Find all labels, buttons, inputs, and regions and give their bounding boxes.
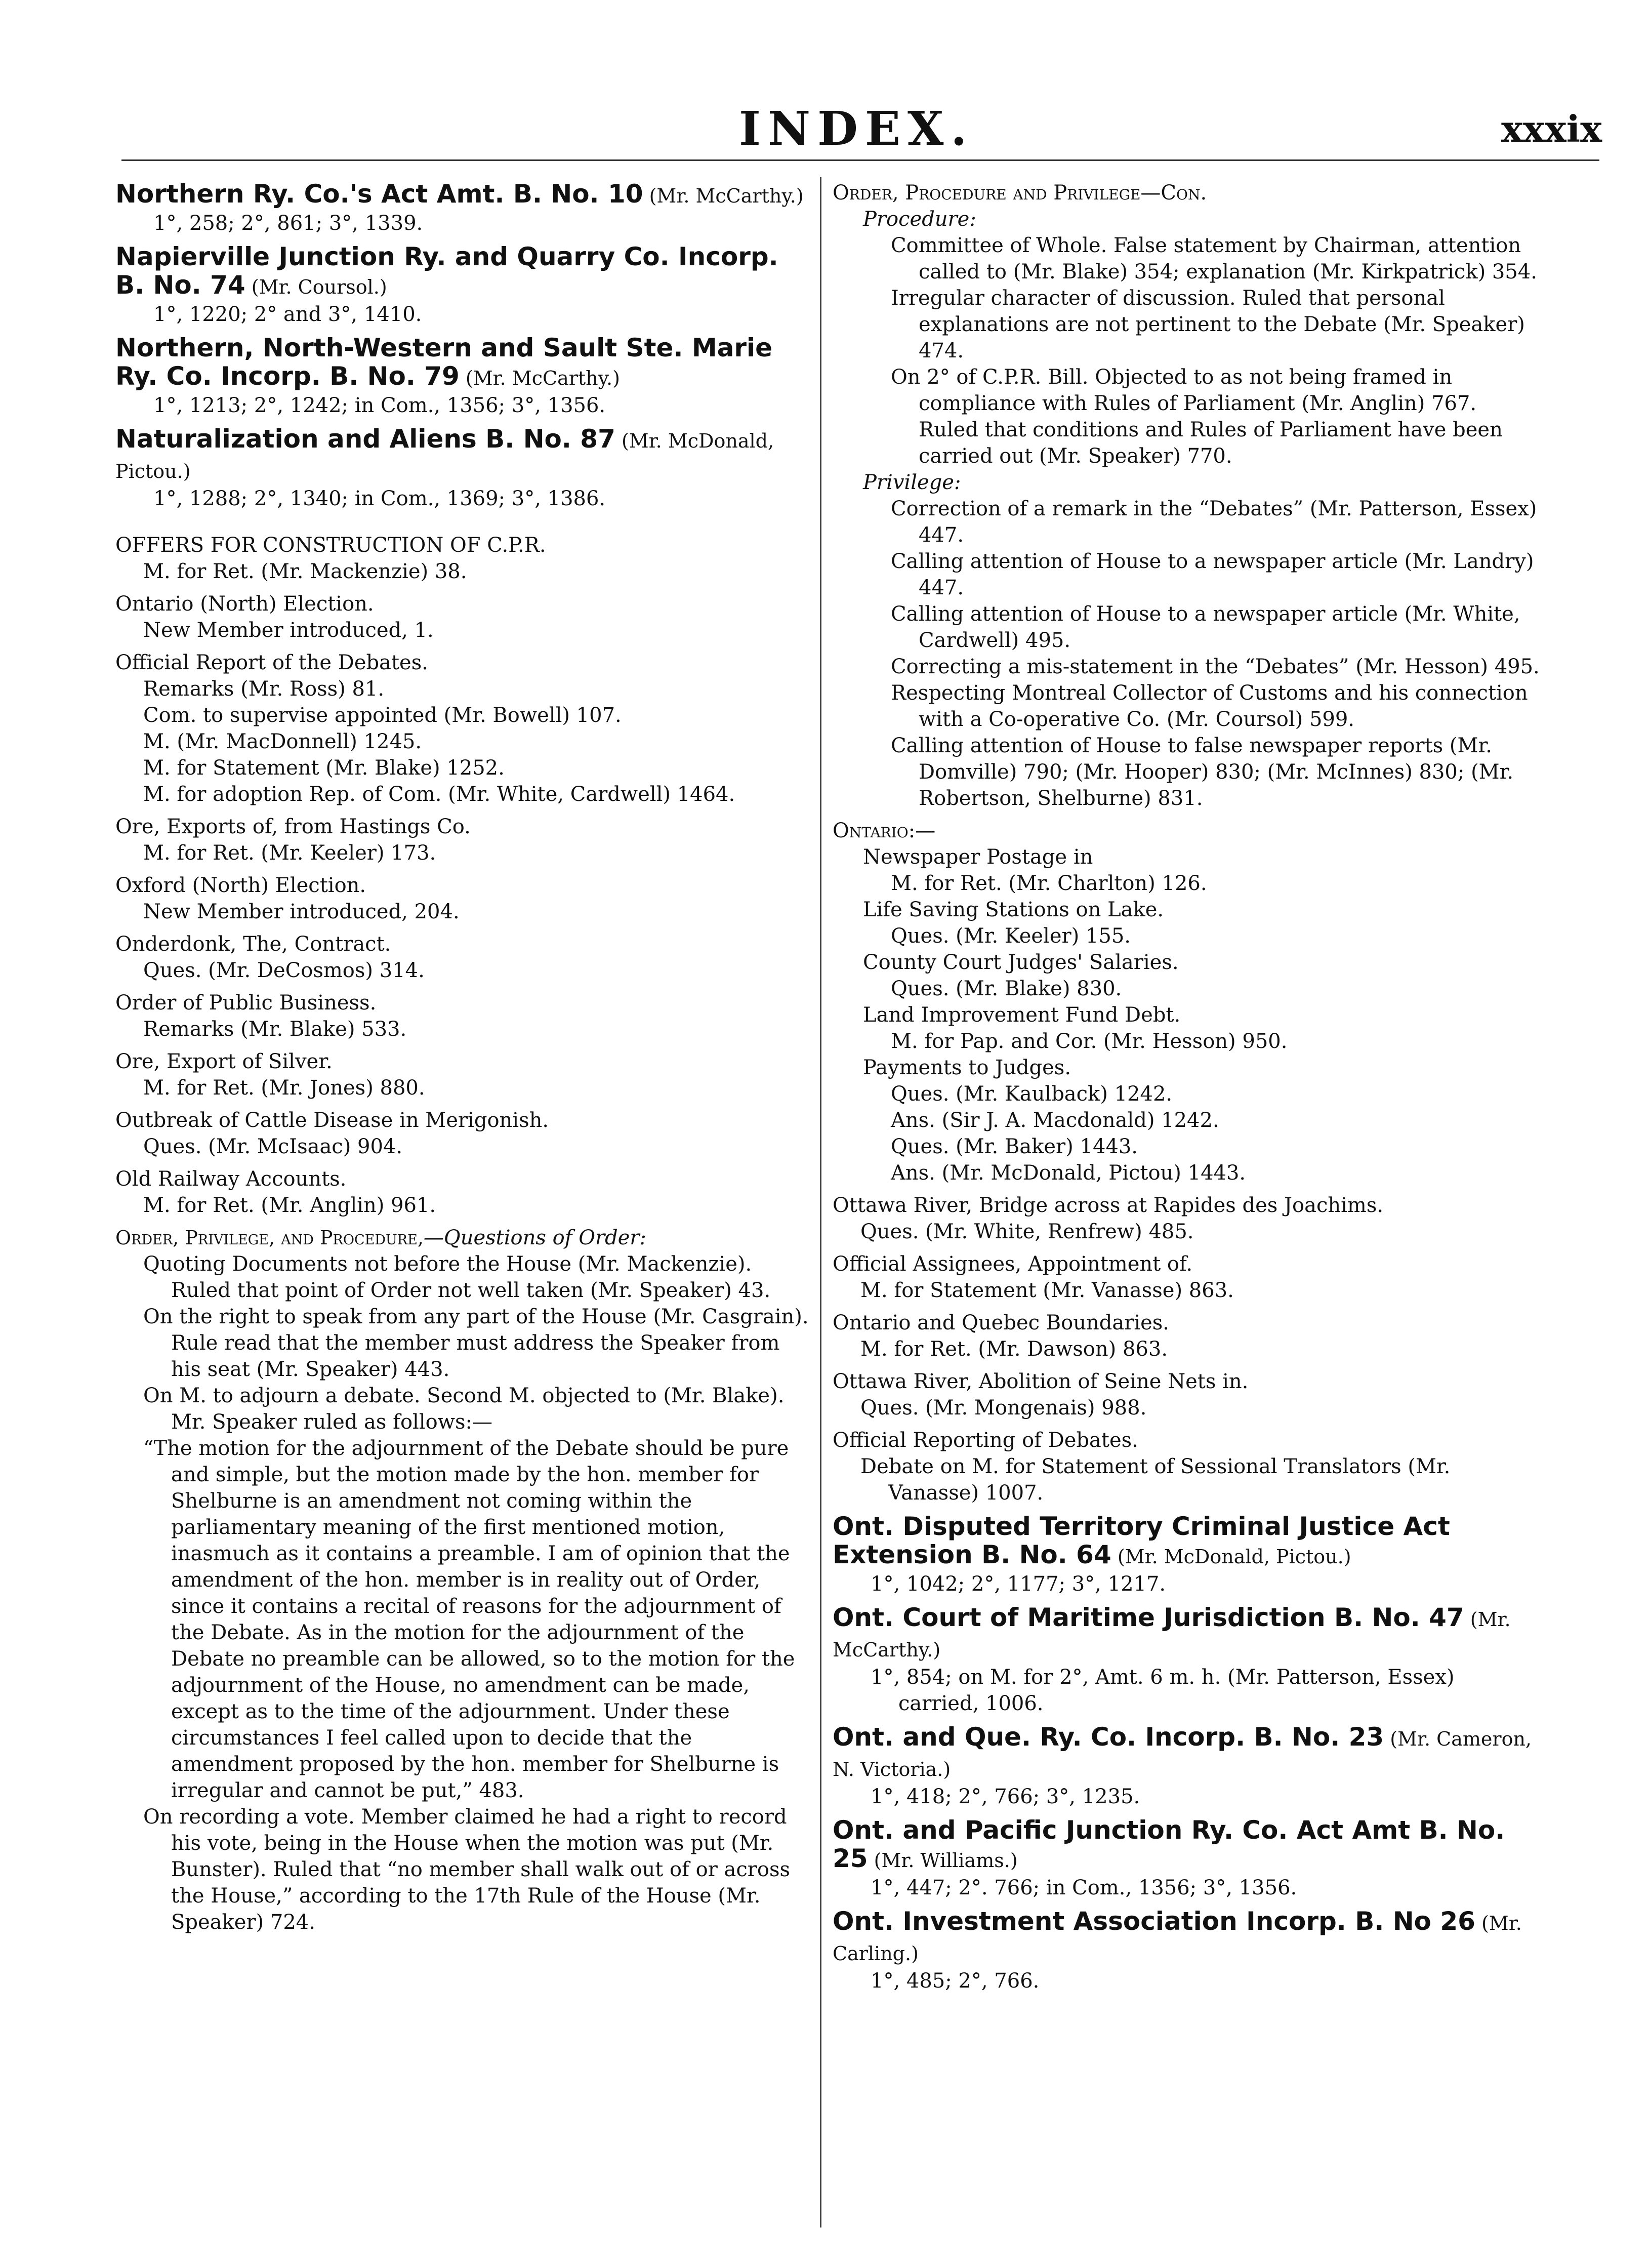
entry-title: Official Reporting of Debates. — [833, 1429, 1138, 1452]
order-item: On the right to speak from any part of the House (Mr. Casgrain). Rule read that the member must address the Speaker from his seat (Mr. Speaker) 443. — [143, 1305, 809, 1381]
right-column — [833, 180, 1541, 2000]
index-entry — [115, 242, 809, 328]
index-entry — [115, 1048, 809, 1101]
entry-title: Napierville Junction Ry. and Quarry Co. Incorp. B. No. 74 — [115, 242, 778, 300]
index-entry — [833, 1251, 1541, 1304]
entry-title: Naturalization and Aliens B. No. 87 — [115, 424, 615, 454]
privilege-label: Privilege: — [863, 471, 961, 494]
index-entry — [115, 591, 809, 643]
bill-title: Ont. Court of Maritime Jurisdiction B. No. 47 — [833, 1603, 1464, 1632]
ontario-item: Newspaper Postage in — [863, 845, 1093, 869]
index-entry — [833, 1310, 1541, 1362]
privilege-item: Calling attention of House to a newspaper article (Mr. Landry) 447. — [891, 550, 1534, 599]
bill-readings: 1°, 854; on M. for 2°, Amt. 6 m. h. (Mr. Patterson, Essex) carried, 1006. — [871, 1666, 1455, 1715]
bill-mover: (Mr. Williams.) — [868, 1849, 1018, 1872]
index-entry — [115, 334, 809, 419]
section-heading: Order, Privilege, and Procedure, — [115, 1227, 424, 1249]
privilege-item: Respecting Montreal Collector of Customs and his connection with a Co-operative Co. (Mr. Coursol) 599. — [891, 681, 1528, 731]
entry-line: Ques. (Mr. DeCosmos) 314. — [143, 959, 425, 982]
privilege-item: Calling attention of House to a newspaper article (Mr. White, Cardwell) 495. — [891, 602, 1520, 652]
bill-mover: (Mr. McCarthy.) — [833, 1608, 1511, 1661]
bill-mover: (Mr. Carling.) — [833, 1912, 1522, 1965]
bill-title: Ont. and Pacific Junction Ry. Co. Act Amt B. No. 25 — [833, 1815, 1505, 1873]
index-entry — [115, 532, 809, 585]
entry-title: Order of Public Business. — [115, 991, 377, 1015]
bill-entry — [833, 1816, 1541, 1901]
entry-mover: (Mr. Coursol.) — [245, 276, 387, 298]
entry-line: M. for Ret. (Mr. Jones) 880. — [143, 1076, 425, 1100]
entry-line: M. for Ret. (Mr. Keeler) 173. — [143, 841, 436, 865]
entry-title: Ore, Export of Silver. — [115, 1050, 333, 1073]
ontario-line: Ques. (Mr. Blake) 830. — [891, 977, 1122, 1000]
ontario-section — [833, 818, 1541, 1186]
bill-entry — [833, 1512, 1541, 1597]
page-header — [0, 91, 1650, 162]
ontario-item: Land Improvement Fund Debt. — [863, 1003, 1181, 1027]
entry-title: Northern, North-Western and Sault Ste. Marie Ry. Co. Incorp. B. No. 79 — [115, 333, 773, 391]
ontario-line: Ques. (Mr. Kaulback) 1242. — [891, 1082, 1173, 1106]
bill-entry — [833, 1723, 1541, 1810]
entry-mover: (Mr. McDonald, Pictou.) — [115, 430, 774, 482]
entry-line: Debate on M. for Statement of Sessional Translators (Mr. Vanasse) 1007. — [860, 1455, 1451, 1505]
index-entry — [115, 650, 809, 807]
index-entry — [115, 931, 809, 984]
ontario-line: Ques. (Mr. Keeler) 155. — [891, 924, 1131, 948]
entry-line: M. for adoption Rep. of Com. (Mr. White, Cardwell) 1464. — [143, 783, 735, 806]
entry-mover: (Mr. McCarthy.) — [643, 185, 804, 207]
entry-line: M. (Mr. MacDonnell) 1245. — [143, 730, 422, 753]
entry-line: M. for Statement (Mr. Blake) 1252. — [143, 756, 505, 780]
bill-entry — [833, 1907, 1541, 1994]
entry-title: Old Railway Accounts. — [115, 1167, 347, 1191]
entry-line: Ques. (Mr. Mongenais) 988. — [860, 1396, 1147, 1420]
order-section — [115, 1225, 809, 1935]
order-continued — [833, 180, 1541, 812]
bill-mover: (Mr. Cameron, N. Victoria.) — [833, 1728, 1532, 1780]
bill-title: Ont. Disputed Territory Criminal Justice Act Extension B. No. 64 — [833, 1512, 1450, 1569]
page-title: INDEX. — [739, 101, 974, 156]
entry-title: Ontario (North) Election. — [115, 592, 374, 616]
entry-title: Ore, Exports of, from Hastings Co. — [115, 815, 471, 838]
section-subheading: —Questions of Order: — [423, 1226, 647, 1249]
bill-mover: (Mr. McDonald, Pictou.) — [1111, 1546, 1351, 1568]
index-entry — [833, 1368, 1541, 1421]
entry-line: New Member introduced, 1. — [143, 619, 434, 642]
entry-title: Onderdonk, The, Contract. — [115, 933, 391, 956]
entry-title: Ontario and Quebec Boundaries. — [833, 1311, 1170, 1334]
ontario-line: Ans. (Sir J. A. Macdonald) 1242. — [891, 1109, 1219, 1132]
index-entry — [115, 425, 809, 512]
entry-line: M. for Statement (Mr. Vanasse) 863. — [860, 1279, 1234, 1302]
bill-readings: 1°, 485; 2°, 766. — [871, 1969, 1040, 1993]
entry-title: Ottawa River, Abolition of Seine Nets in. — [833, 1370, 1249, 1393]
bill-title: Ont. and Que. Ry. Co. Incorp. B. No. 23 — [833, 1722, 1384, 1752]
entry-title: Official Report of the Debates. — [115, 651, 428, 674]
index-entry — [833, 1427, 1541, 1506]
entry-readings: 1°, 1220; 2° and 3°, 1410. — [153, 303, 422, 326]
ontario-item: Payments to Judges. — [863, 1056, 1071, 1079]
entry-readings: 1°, 1288; 2°, 1340; in Com., 1369; 3°, 1386. — [153, 487, 606, 510]
bill-entry — [833, 1603, 1541, 1717]
entry-mover: (Mr. McCarthy.) — [459, 367, 620, 389]
procedure-item: Irregular character of discussion. Ruled that personal explanations are not pertinent to the Debate (Mr. Speaker) 474. — [891, 287, 1525, 362]
entry-readings: 1°, 258; 2°, 861; 3°, 1339. — [153, 212, 423, 235]
ontario-line: M. for Ret. (Mr. Charlton) 126. — [891, 872, 1207, 895]
page-number: xxxix — [1501, 107, 1602, 150]
privilege-item: Correction of a remark in the “Debates” (Mr. Patterson, Essex) 447. — [891, 497, 1537, 547]
entry-line: M. for Ret. (Mr. Dawson) 863. — [860, 1338, 1168, 1361]
privilege-item: Correcting a mis-statement in the “Debates” (Mr. Hesson) 495. — [891, 655, 1540, 678]
ontario-line: M. for Pap. and Cor. (Mr. Hesson) 950. — [891, 1030, 1288, 1053]
index-entry — [115, 814, 809, 866]
section-heading: Ontario:— — [833, 819, 936, 842]
index-entry — [115, 990, 809, 1042]
entry-title: Official Assignees, Appointment of. — [833, 1252, 1193, 1276]
bill-readings: 1°, 447; 2°. 766; in Com., 1356; 3°, 1356. — [871, 1876, 1297, 1899]
header-rule — [121, 159, 1599, 161]
entry-line: Ques. (Mr. McIsaac) 904. — [143, 1135, 403, 1158]
left-column — [115, 180, 809, 1941]
index-entry — [115, 180, 809, 236]
entry-readings: 1°, 1213; 2°, 1242; in Com., 1356; 3°, 1356. — [153, 394, 606, 417]
ontario-line: Ques. (Mr. Baker) 1443. — [891, 1135, 1138, 1158]
column-divider — [820, 177, 821, 2228]
entry-line: New Member introduced, 204. — [143, 900, 460, 923]
entry-title: Oxford (North) Election. — [115, 874, 366, 897]
ontario-line: Ans. (Mr. McDonald, Pictou) 1443. — [891, 1161, 1246, 1185]
ontario-item: County Court Judges' Salaries. — [863, 951, 1179, 974]
entry-title: Northern Ry. Co.'s Act Amt. B. No. 10 — [115, 179, 643, 209]
entry-line: M. for Ret. (Mr. Mackenzie) 38. — [143, 560, 467, 583]
procedure-label: Procedure: — [863, 208, 976, 231]
entry-line: Remarks (Mr. Ross) 81. — [143, 677, 385, 701]
entry-line: M. for Ret. (Mr. Anglin) 961. — [143, 1194, 436, 1217]
privilege-item: Calling attention of House to false newspaper reports (Mr. Domville) 790; (Mr. Hooper) 830; (Mr. McInnes) 830; (Mr. Robertson, Shelburne) 831. — [891, 734, 1514, 810]
entry-line: Remarks (Mr. Blake) 533. — [143, 1018, 407, 1041]
procedure-item: On 2° of C.P.R. Bill. Objected to as not being framed in compliance with Rules of Parliament (Mr. Anglin) 767. Ruled that conditions and Rules of Parliament have been carried out (Mr. Speaker) 770. — [891, 366, 1503, 468]
entry-line: Com. to supervise appointed (Mr. Bowell) 107. — [143, 704, 622, 727]
entry-title: Ottawa River, Bridge across at Rapides des Joachims. — [833, 1194, 1384, 1217]
ontario-item: Life Saving Stations on Lake. — [863, 898, 1164, 921]
entry-title: Outbreak of Cattle Disease in Merigonish. — [115, 1109, 549, 1132]
index-entry — [115, 872, 809, 925]
index-entry — [115, 1107, 809, 1160]
entry-title: OFFERS FOR CONSTRUCTION OF C.P.R. — [115, 534, 546, 557]
speaker-ruling-quote: “The motion for the adjournment of the Debate should be pure and simple, but the motion made by the hon. member for Shelburne is an amendment not coming within the parliamentary meaning of the first mentioned motion, inasmuch as it contains a preamble. I am of opinion that the amendment of the hon. member is in reality out of Order, since it contains a recital of reasons for the adjournment of the Debate. As in the motion for the adjournment of the Debate no preamble can be allowed, so to the motion for the adjournment of the House, no amendment can be made, except as to the time of the adjournment. Under these circumstances I feel called upon to decide that the amendment proposed by the hon. member for Shelburne is irregular and cannot be put,” 483. — [143, 1437, 795, 1802]
order-item: On recording a vote. Member claimed he had a right to record his vote, being in the House when the motion was put (Mr. Bunster). Ruled that “no member shall walk out of or across the House,” according to the 17th Rule of the House (Mr. Speaker) 724. — [143, 1805, 791, 1934]
order-item: On M. to adjourn a debate. Second M. objected to (Mr. Blake). Mr. Speaker ruled as follows:— — [143, 1384, 785, 1434]
index-entry — [115, 1166, 809, 1219]
bill-readings: 1°, 1042; 2°, 1177; 3°, 1217. — [871, 1572, 1166, 1596]
procedure-item: Committee of Whole. False statement by Chairman, attention called to (Mr. Blake) 354; explanation (Mr. Kirkpatrick) 354. — [891, 234, 1537, 284]
bill-title: Ont. Investment Association Incorp. B. No 26 — [833, 1907, 1475, 1936]
bill-readings: 1°, 418; 2°, 766; 3°, 1235. — [871, 1785, 1140, 1808]
entry-line: Ques. (Mr. White, Renfrew) 485. — [860, 1220, 1194, 1243]
index-entry — [833, 1192, 1541, 1245]
order-item: Quoting Documents not before the House (Mr. Mackenzie). Ruled that point of Order not well taken (Mr. Speaker) 43. — [143, 1252, 771, 1302]
section-heading: Order, Procedure and Privilege—Con. — [833, 181, 1207, 205]
